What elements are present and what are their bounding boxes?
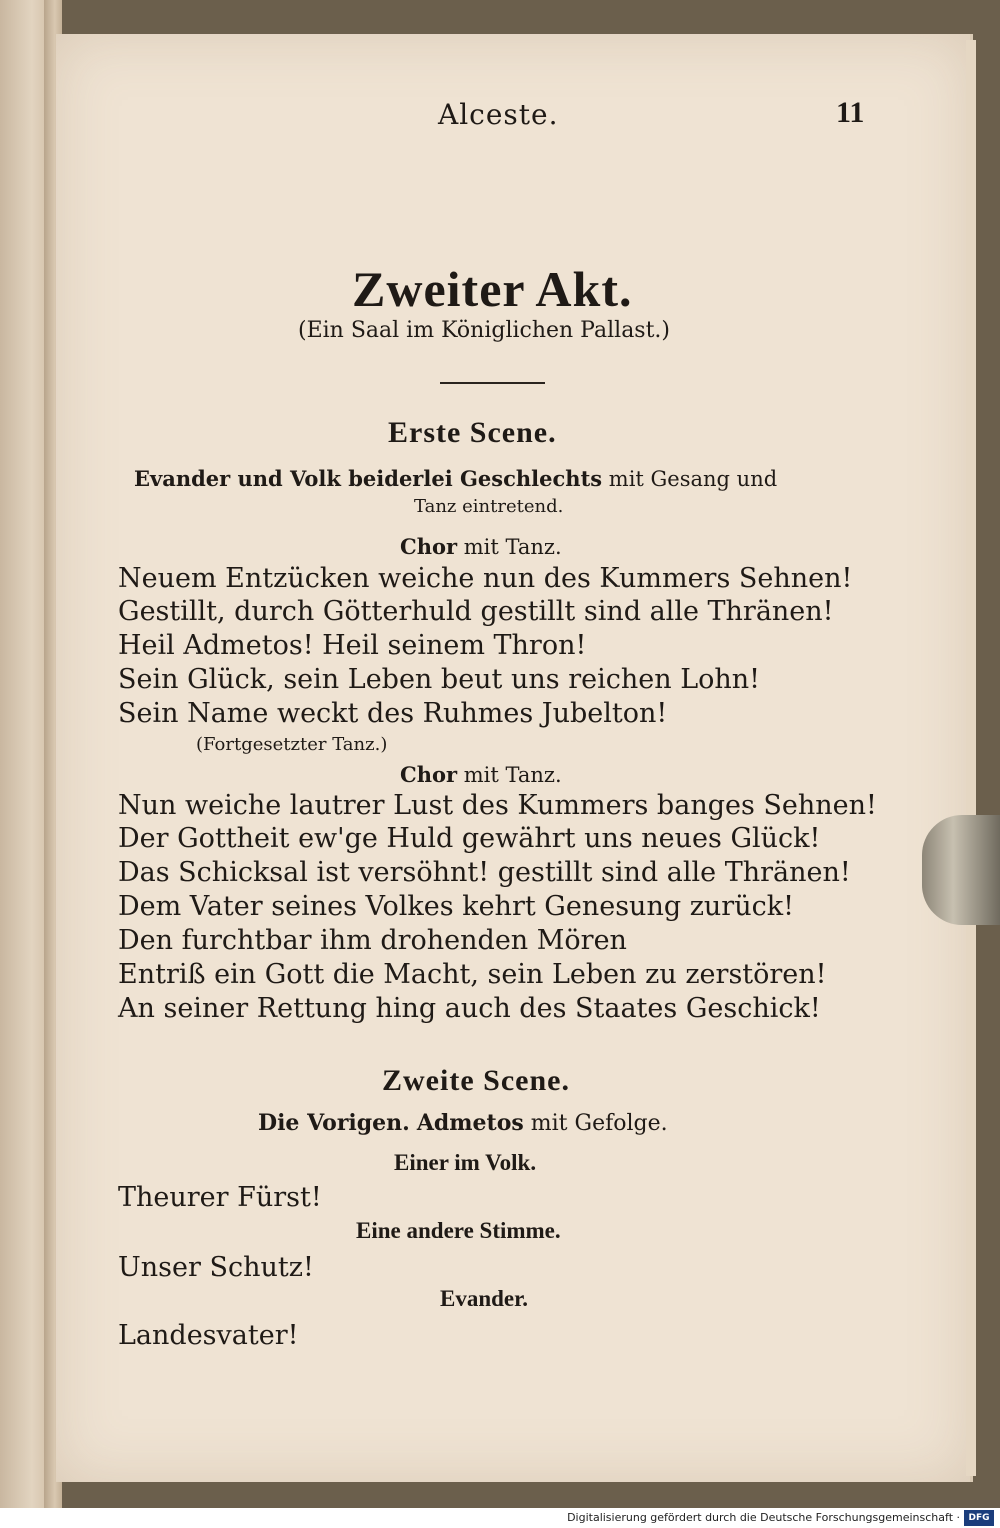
stage-direction-bold: Admetos xyxy=(416,1110,524,1136)
verse-line: Sein Name weckt des Ruhmes Jubelton! xyxy=(118,698,668,729)
stage-direction-bold: Die Vorigen. xyxy=(258,1110,410,1136)
verse-line: Heil Admetos! Heil seinem Thron! xyxy=(118,630,587,661)
verse-line: Der Gottheit ew'ge Huld gewährt uns neues Glück! xyxy=(118,823,821,854)
speaker-heading: Evander. xyxy=(440,1286,528,1311)
verse-line: Den furchtbar ihm drohenden Mören xyxy=(118,925,627,956)
dfg-logo: DFG xyxy=(964,1510,994,1526)
dialogue-line: Landesvater! xyxy=(118,1320,299,1351)
continued-dance-note: (Fortgesetzter Tanz.) xyxy=(196,734,388,755)
page-edge xyxy=(966,40,976,1476)
scene-1-stage-direction xyxy=(134,466,777,491)
scene-1-stage-direction-line2: Tanz eintretend. xyxy=(414,496,564,517)
act-title: Zweiter Akt. xyxy=(352,261,633,317)
chor-2-heading xyxy=(400,762,562,787)
speaker-heading: Einer im Volk. xyxy=(394,1150,537,1175)
verse-line: Entriß ein Gott die Macht, sein Leben zu zerstören! xyxy=(118,959,827,990)
stage-direction-rest: mit Gesang und xyxy=(608,467,778,491)
dialogue-line: Unser Schutz! xyxy=(118,1252,314,1283)
speaker-chor: Chor xyxy=(400,762,458,787)
scene-2-title: Zweite Scene. xyxy=(382,1064,570,1097)
speaker-heading: Eine andere Stimme. xyxy=(356,1218,561,1243)
divider-rule xyxy=(440,382,545,384)
verse-line: Sein Glück, sein Leben beut uns reichen Lohn! xyxy=(118,664,761,695)
verse-line: Dem Vater seines Volkes kehrt Genesung zurück! xyxy=(118,891,794,922)
digitization-credit: Digitalisierung gefördert durch die Deutsche Forschungsgemeinschaft · xyxy=(567,1511,960,1524)
scene-1-title: Erste Scene. xyxy=(388,416,557,449)
dialogue-line: Theurer Fürst! xyxy=(118,1182,322,1213)
verse-line: An seiner Rettung hing auch des Staates Geschick! xyxy=(118,993,821,1024)
page-number: 11 xyxy=(836,96,865,129)
speaker-note: mit Tanz. xyxy=(463,535,562,559)
verse-line: Gestillt, durch Götterhuld gestillt sind alle Thränen! xyxy=(118,596,834,627)
verse-line: Neuem Entzücken weiche nun des Kummers Sehnen! xyxy=(118,563,853,594)
stage-direction-rest: mit Gefolge. xyxy=(530,1111,668,1136)
scene-2-stage-direction xyxy=(258,1110,668,1136)
verse-line: Das Schicksal ist versöhnt! gestillt sind alle Thränen! xyxy=(118,857,851,888)
chor-1-heading xyxy=(400,534,562,559)
speaker-note: mit Tanz. xyxy=(463,763,562,787)
act-setting: (Ein Saal im Königlichen Pallast.) xyxy=(298,318,671,343)
speaker-chor: Chor xyxy=(400,534,458,559)
verse-line: Nun weiche lautrer Lust des Kummers banges Sehnen! xyxy=(118,790,877,821)
running-title: Alceste. xyxy=(438,98,559,131)
bookmark-clip xyxy=(922,815,1000,925)
stage-direction-bold: Evander und Volk beiderlei Geschlechts xyxy=(134,466,603,491)
